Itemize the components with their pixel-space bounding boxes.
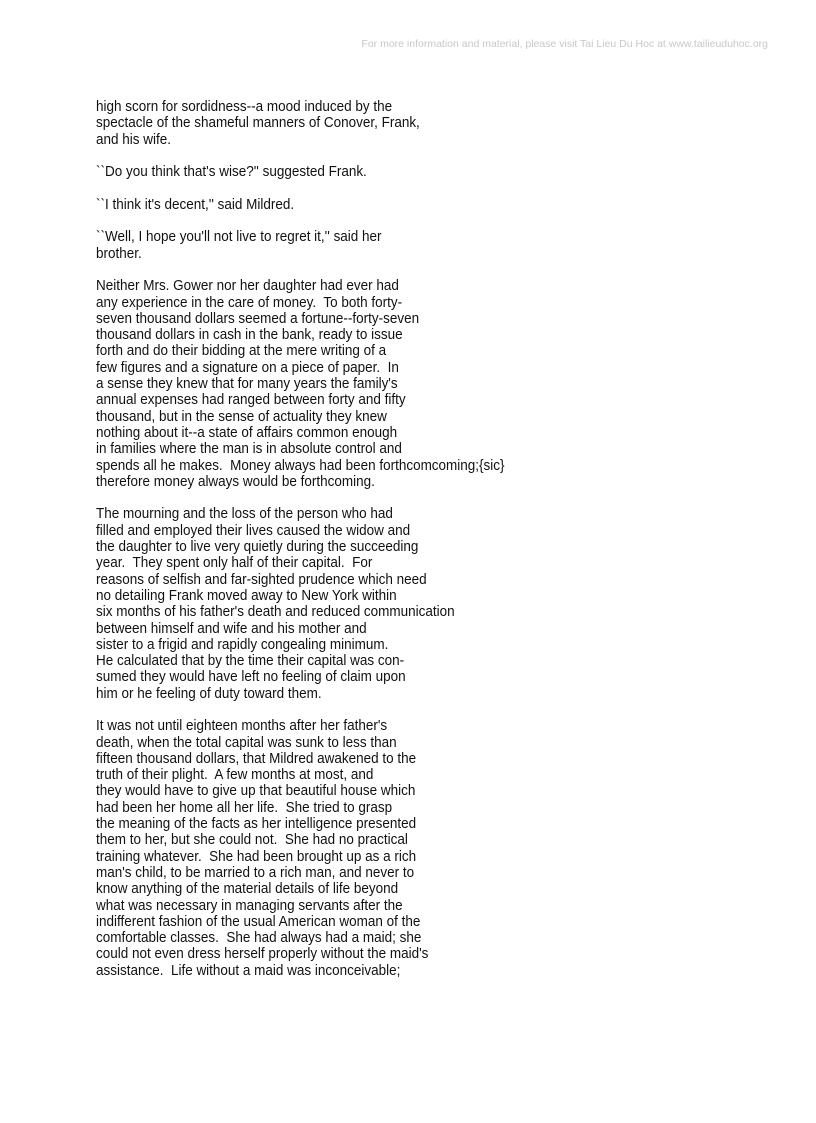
- text-line: therefore money always would be forthcoming.: [96, 473, 375, 490]
- text-line: sumed they would have left no feeling of claim upon: [96, 669, 406, 686]
- text-line: what was necessary in managing servants after the: [96, 897, 403, 914]
- text-line: thousand dollars in cash in the bank, ready to issue: [96, 327, 403, 344]
- text-line: truth of their plight. A few months at most, and: [96, 767, 374, 784]
- text-line: sister to a frigid and rapidly congealing minimum.: [96, 636, 389, 653]
- text-line: assistance. Life without a maid was inconceivable;: [96, 962, 401, 979]
- header-watermark-note: For more information and material, please visit Tai Lieu Du Hoc at www.tailieuduhoc.org: [361, 38, 768, 50]
- text-line: Neither Mrs. Gower nor her daughter had ever had: [96, 278, 399, 295]
- text-line: a sense they knew that for many years the family's: [96, 376, 398, 393]
- text-line: could not even dress herself properly without the maid's: [96, 946, 429, 963]
- text-line: had been her home all her life. She tried to grasp: [96, 799, 393, 816]
- text-line: fifteen thousand dollars, that Mildred awakened to the: [96, 750, 417, 767]
- text-line: ``Well, I hope you'll not live to regret it,'' said her: [96, 229, 382, 246]
- paragraph: [96, 197, 728, 213]
- text-line: nothing about it--a state of affairs common enough: [96, 424, 398, 441]
- text-line: spectacle of the shameful manners of Conover, Frank,: [96, 115, 420, 132]
- text-line: ``Do you think that's wise?'' suggested Frank.: [96, 164, 367, 181]
- text-line: high scorn for sordidness--a mood induced by the: [96, 99, 393, 115]
- text-line: death, when the total capital was sunk to less than: [96, 734, 397, 751]
- text-line: spends all he makes. Money always had been forthcomcoming;{sic}: [96, 457, 505, 474]
- paragraph: [96, 718, 728, 979]
- text-line: any experience in the care of money. To both forty-: [96, 294, 403, 311]
- text-line: between himself and wife and his mother and: [96, 620, 367, 637]
- text-line: It was not until eighteen months after her father's: [96, 718, 388, 735]
- text-line: man's child, to be married to a rich man, and never to: [96, 864, 415, 881]
- text-line: annual expenses had ranged between forty and fifty: [96, 392, 406, 409]
- text-line: him or he feeling of duty toward them.: [96, 685, 322, 702]
- text-line: them to her, but she could not. She had no practical: [96, 832, 408, 849]
- text-line: filled and employed their lives caused the widow and: [96, 522, 411, 539]
- text-line: and his wife.: [96, 131, 171, 148]
- text-line: seven thousand dollars seemed a fortune--forty-seven: [96, 310, 420, 327]
- text-line: The mourning and the loss of the person who had: [96, 506, 393, 523]
- text-line: no detailing Frank moved away to New York within: [96, 587, 397, 604]
- text-line: six months of his father's death and reduced communication: [96, 604, 455, 621]
- text-line: reasons of selfish and far-sighted prudence which need: [96, 571, 427, 588]
- text-line: year. They spent only half of their capital. For: [96, 555, 373, 572]
- paragraph: [96, 229, 728, 262]
- text-line: indifferent fashion of the usual American woman of the: [96, 913, 421, 930]
- text-line: in families where the man is in absolute control and: [96, 441, 402, 458]
- paragraph: [96, 506, 728, 702]
- text-line: comfortable classes. She had always had a maid; she: [96, 930, 422, 947]
- text-line: they would have to give up that beautiful house which: [96, 783, 416, 800]
- text-line: thousand, but in the sense of actuality they knew: [96, 408, 387, 425]
- text-line: forth and do their bidding at the mere writing of a: [96, 343, 387, 360]
- paragraph: [96, 278, 728, 490]
- paragraph: [96, 99, 728, 148]
- text-line: ``I think it's decent,'' said Mildred.: [96, 196, 295, 213]
- text-line: know anything of the material details of life beyond: [96, 881, 399, 898]
- text-line: the daughter to live very quietly during the succeeding: [96, 539, 419, 556]
- text-line: brother.: [96, 245, 142, 262]
- text-line: He calculated that by the time their capital was con-: [96, 653, 405, 670]
- text-line: the meaning of the facts as her intelligence presented: [96, 816, 417, 833]
- body-text: [96, 99, 728, 995]
- text-line: few figures and a signature on a piece of paper. In: [96, 359, 399, 376]
- text-line: training whatever. She had been brought up as a rich: [96, 848, 417, 865]
- paragraph: [96, 164, 728, 180]
